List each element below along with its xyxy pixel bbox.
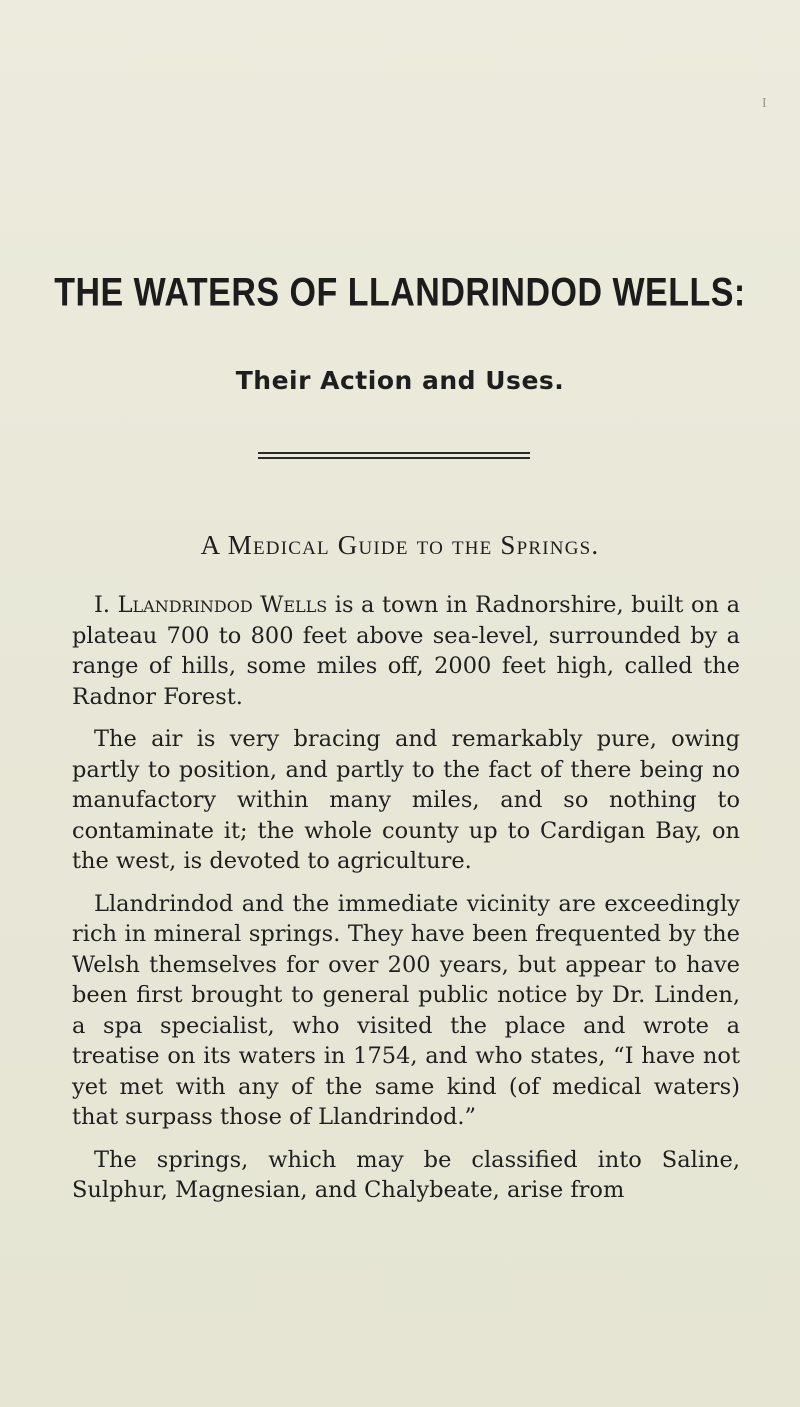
page-title: THE WATERS OF LLANDRINDOD WELLS:	[54, 270, 746, 315]
section-heading: A Medical Guide to the Springs.	[200, 530, 600, 560]
paragraph-1-lead: Llandrindod Wells	[117, 592, 328, 618]
page-subtitle: Their Action and Uses.	[235, 366, 565, 395]
paragraph-1	[72, 590, 740, 712]
double-rule-top	[258, 452, 530, 454]
paragraph-2: The air is very bracing and remarkably pure, owing partly to position, and partly to the fact of there being no manufactory within many miles, and so nothing to contaminate it; the whole county up to Cardigan Bay, on the west, is devoted to agriculture.	[72, 726, 740, 874]
paragraph-4: The springs, which may be classified into Saline, Sulphur, Magnesian, and Chalybeate, arise from	[72, 1146, 740, 1203]
paragraph-1-text: is a town in Radnorshire, built on a plateau 700 to 800 feet above sea-level, surrounded by a range of hills, some miles off, 2000 feet high, called the Radnor Forest.	[72, 592, 740, 710]
double-rule-bottom	[258, 457, 530, 459]
body-text	[72, 590, 740, 1218]
paragraph-1-numeral: I.	[94, 592, 118, 618]
paragraph-3: Llandrindod and the immediate vicinity are exceedingly rich in mineral springs. They have been frequented by the Welsh themselves for over 200 years, but appear to have been first brought to general public notice by Dr. Linden, a spa specialist, who visited the place and wrote a treatise on its waters in 1754, and who states, “I have not yet met with any of the same kind (of medical waters) that surpass those of Llandrindod.”	[72, 890, 740, 1130]
page-marker: I	[762, 96, 767, 111]
